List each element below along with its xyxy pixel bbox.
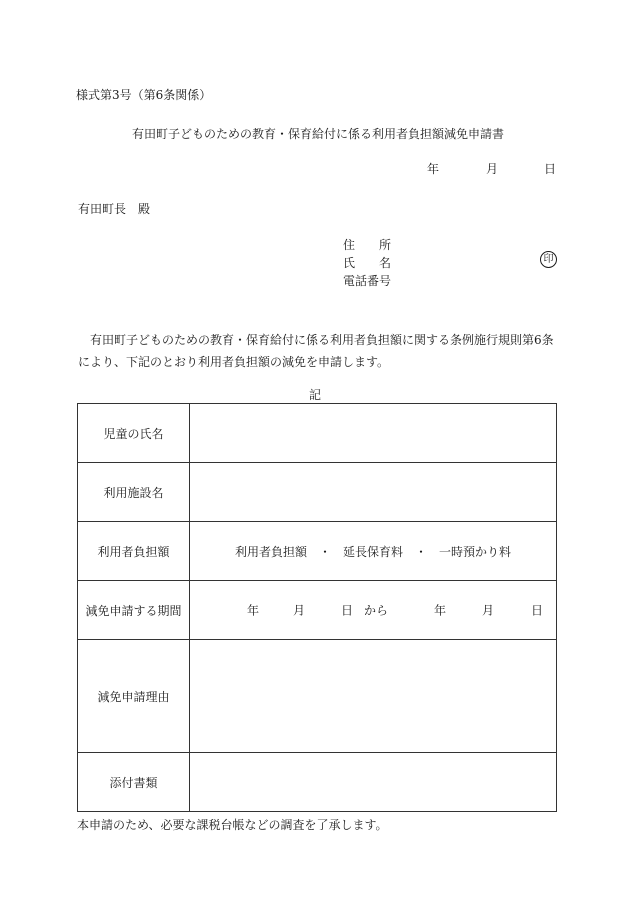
burden-options[interactable]: 利用者負担額 ・ 延長保育料 ・ 一時預かり料 bbox=[190, 522, 557, 581]
attachments-field[interactable] bbox=[190, 753, 557, 812]
table-row-reason bbox=[78, 640, 557, 753]
period-to-month: 月 bbox=[482, 603, 495, 618]
address-label-char-1: 住 bbox=[343, 238, 356, 252]
period-label: 減免申請する期間 bbox=[78, 581, 190, 640]
attachments-label: 添付書類 bbox=[78, 753, 190, 812]
date-year-label: 年 bbox=[427, 162, 440, 176]
page-title: 有田町子どものための教育・保育給付に係る利用者負担額減免申請書 bbox=[131, 127, 504, 141]
table-row-facility bbox=[78, 463, 557, 522]
table-row-period bbox=[78, 581, 557, 640]
applicant-address-label bbox=[343, 236, 391, 253]
name-label-char-1: 氏 bbox=[343, 256, 356, 270]
date-day-label: 日 bbox=[544, 162, 557, 176]
period-from-year: 年 bbox=[247, 603, 260, 618]
name-label-char-2: 名 bbox=[379, 256, 392, 270]
table-row-attachments bbox=[78, 753, 557, 812]
applicant-phone-label: 電話番号 bbox=[343, 274, 392, 288]
child-name-label: 児童の氏名 bbox=[78, 404, 190, 463]
address-label-char-2: 所 bbox=[379, 238, 392, 252]
reason-field[interactable] bbox=[190, 640, 557, 753]
reason-label: 減免申請理由 bbox=[78, 640, 190, 753]
period-to-day: 日 bbox=[531, 603, 544, 618]
period-from-word: から bbox=[364, 603, 389, 618]
date-month-label: 月 bbox=[486, 162, 499, 176]
applicant-name-label bbox=[343, 254, 391, 271]
facility-field[interactable] bbox=[190, 463, 557, 522]
form-number: 様式第3号（第6条関係） bbox=[76, 88, 212, 102]
period-from-month: 月 bbox=[293, 603, 306, 618]
seal-mark: 印 bbox=[540, 251, 557, 268]
table-row-child-name bbox=[78, 404, 557, 463]
period-to-year: 年 bbox=[434, 603, 447, 618]
child-name-field[interactable] bbox=[190, 404, 557, 463]
table-row-burden bbox=[78, 522, 557, 581]
consent-text: 本申請のため、必要な課税台帳などの調査を了承します。 bbox=[77, 818, 388, 832]
body-text: 有田町子どものための教育・保育給付に係る利用者負担額に関する条例施行規則第6条により、下記のとおり利用者負担額の減免を申請します。 bbox=[78, 333, 554, 369]
period-field[interactable] bbox=[190, 581, 557, 640]
addressee: 有田町長 殿 bbox=[78, 202, 151, 216]
period-from-day: 日 bbox=[341, 603, 354, 618]
application-table bbox=[77, 403, 557, 812]
burden-label: 利用者負担額 bbox=[78, 522, 190, 581]
facility-label: 利用施設名 bbox=[78, 463, 190, 522]
ki-heading: 記 bbox=[308, 388, 321, 402]
